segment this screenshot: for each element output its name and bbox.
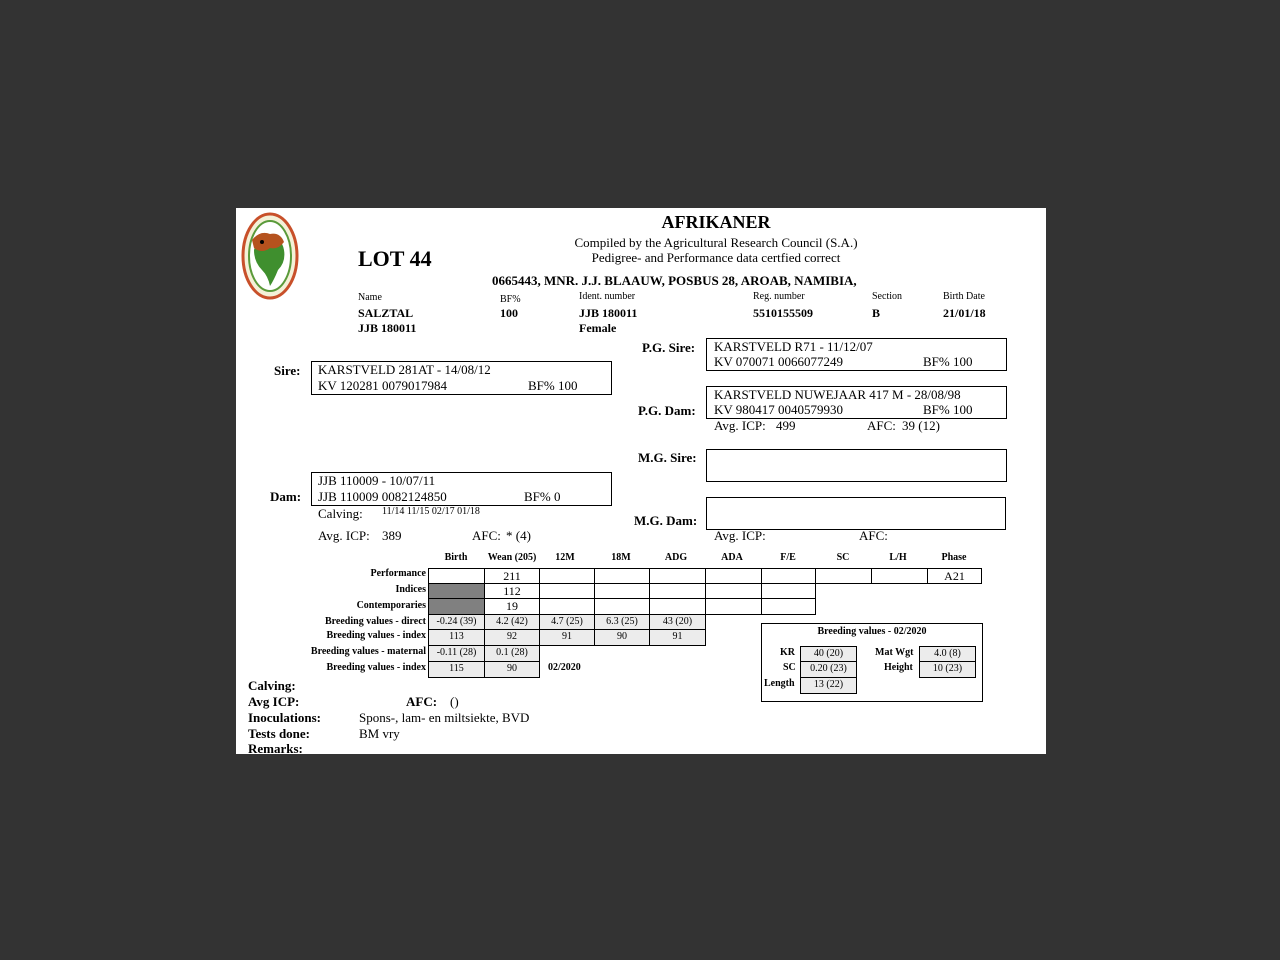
sire-bf: BF% 100	[528, 378, 578, 393]
sire-line2: KV 120281 0079017984	[318, 378, 448, 393]
contemporaries-cell	[761, 598, 816, 615]
dam-icp-label: Avg. ICP:	[318, 528, 370, 543]
animal-name: SALZTAL	[358, 306, 414, 320]
kr-value: 40 (20)	[800, 646, 857, 662]
col-header: 12M	[555, 552, 575, 563]
mg-sire-box	[706, 449, 1007, 482]
perf-cell	[815, 568, 872, 584]
reg-label: Reg. number	[753, 291, 805, 302]
compiled-by: Compiled by the Agricultural Research Council (S.A.)	[574, 235, 858, 250]
pg-dam-icp: 499	[776, 418, 796, 433]
animal-birth: 21/01/18	[943, 306, 986, 320]
remarks-label: Remarks:	[248, 741, 303, 754]
bv-direct-cell: -0.24 (39)	[428, 614, 485, 630]
dam-bf: BF% 0	[524, 489, 561, 504]
name-label: Name	[358, 292, 382, 303]
pg-dam-line1: KARSTVELD NUWEJAAR 417 M - 28/08/98	[714, 387, 961, 402]
perf-cell	[705, 568, 762, 584]
inoculations: Spons-, lam- en miltsiekte, BVD	[359, 710, 530, 725]
animal-ident: JJB 180011	[579, 306, 638, 320]
indices-cell: 112	[484, 583, 540, 599]
lot-number: LOT 44	[358, 246, 432, 271]
pg-sire-box	[706, 338, 1007, 371]
contemporaries-cell	[539, 598, 595, 615]
row-label: Breeding values - direct	[324, 616, 426, 627]
bv-mat-index-cell: 90	[484, 661, 540, 678]
dam-line2: JJB 110009 0082124850	[318, 489, 447, 504]
col-header: Wean (205)	[487, 552, 537, 563]
indices-cell	[539, 583, 595, 599]
col-header: Phase	[941, 552, 967, 563]
bv-direct-cell: 4.7 (25)	[539, 614, 595, 630]
birth-label: Birth Date	[943, 291, 985, 302]
sire-box	[311, 361, 612, 395]
indices-cell	[649, 583, 706, 599]
sc-label: SC	[783, 662, 796, 673]
bv-maternal-cell: 0.1 (28)	[484, 645, 540, 662]
animal-sex: Female	[579, 321, 617, 335]
bv-date: 02/2020	[548, 662, 581, 673]
dam-icp: 389	[382, 528, 402, 543]
animal-name2: JJB 180011	[358, 321, 417, 335]
matwgt-label: Mat Wgt	[875, 647, 914, 658]
dam-afc: * (4)	[506, 528, 531, 543]
indices-cell	[594, 583, 650, 599]
dam-afc-label: AFC:	[472, 528, 501, 543]
height-value: 10 (23)	[919, 661, 976, 678]
indices-cell	[705, 583, 762, 599]
pg-dam-label: P.G. Dam:	[638, 403, 696, 418]
animal-section: B	[872, 306, 881, 320]
perf-cell	[594, 568, 650, 584]
length-label: Length	[764, 678, 795, 689]
inoculations-label: Inoculations:	[248, 710, 321, 725]
sire-label: Sire:	[274, 363, 301, 378]
mg-dam-icp-label: Avg. ICP:	[714, 528, 766, 543]
animal-bf: 100	[500, 306, 518, 320]
bv-index-cell: 91	[649, 629, 706, 646]
sc-value: 0.20 (23)	[800, 661, 857, 678]
length-value: 13 (22)	[800, 677, 857, 694]
col-header: Birth	[444, 552, 468, 563]
footer-calving-label: Calving:	[248, 678, 296, 693]
pg-dam-icp-label: Avg. ICP:	[714, 418, 766, 433]
dam-label: Dam:	[270, 489, 302, 504]
kr-label: KR	[780, 647, 795, 658]
col-header: L/H	[889, 552, 907, 563]
dam-calving-label: Calving:	[318, 506, 363, 521]
perf-cell	[871, 568, 928, 584]
bv-box-title: Breeding values - 02/2020	[817, 626, 927, 637]
bv-index-cell: 92	[484, 629, 540, 646]
perf-cell: 211	[484, 568, 540, 584]
row-label: Contemporaries	[356, 600, 426, 611]
pg-sire-line1: KARSTVELD R71 - 11/12/07	[714, 339, 873, 354]
bv-index-cell: 91	[539, 629, 595, 646]
animal-reg: 5510155509	[753, 306, 813, 320]
row-label: Indices	[395, 584, 426, 595]
height-label: Height	[884, 662, 913, 673]
footer-icp-label: Avg ICP:	[248, 694, 300, 709]
row-label: Breeding values - maternal	[310, 646, 426, 657]
contemporaries-cell	[649, 598, 706, 615]
tests-done: BM vry	[359, 726, 400, 741]
certified-note: Pedigree- and Performance data certfied correct	[591, 250, 841, 265]
matwgt-value: 4.0 (8)	[919, 646, 976, 662]
indices-cell	[761, 583, 816, 599]
mg-sire-label: M.G. Sire:	[638, 450, 697, 465]
bv-mat-index-cell: 115	[428, 661, 485, 678]
pg-dam-afc-label: AFC:	[867, 418, 896, 433]
indices-cell	[428, 583, 485, 599]
bv-index-cell: 90	[594, 629, 650, 646]
row-label: Breeding values - index	[326, 662, 426, 673]
col-header: SC	[836, 552, 850, 563]
col-header: 18M	[611, 552, 631, 563]
mg-dam-afc-label: AFC:	[859, 528, 888, 543]
bv-maternal-cell: -0.11 (28)	[428, 645, 485, 662]
ident-label: Ident. number	[579, 291, 636, 302]
bv-summary-box	[761, 623, 983, 702]
pg-dam-box	[706, 386, 1007, 419]
breed-title: AFRIKANER	[661, 212, 771, 232]
pg-dam-bf: BF% 100	[923, 402, 973, 417]
contemporaries-cell	[428, 598, 485, 615]
tests-label: Tests done:	[248, 726, 311, 741]
pg-dam-afc: 39 (12)	[902, 418, 940, 433]
dam-box	[311, 472, 612, 506]
footer-afc: ()	[450, 694, 459, 709]
pg-sire-bf: BF% 100	[923, 354, 973, 369]
catalogue-sheet	[236, 208, 1046, 754]
perf-cell	[649, 568, 706, 584]
col-header: ADA	[721, 552, 743, 563]
sire-line1: KARSTVELD 281AT - 14/08/12	[318, 362, 491, 377]
pg-dam-line2: KV 980417 0040579930	[714, 402, 844, 417]
bv-index-cell: 113	[428, 629, 485, 646]
bv-direct-cell: 6.3 (25)	[594, 614, 650, 630]
bv-direct-cell: 43 (20)	[649, 614, 706, 630]
dam-line1: JJB 110009 - 10/07/11	[318, 473, 436, 488]
pg-sire-line2: KV 070071 0066077249	[714, 354, 844, 369]
contemporaries-cell: 19	[484, 598, 540, 615]
col-header: F/E	[780, 552, 796, 563]
pg-sire-label: P.G. Sire:	[642, 340, 696, 355]
breeder-line: 0665443, MNR. J.J. BLAAUW, POSBUS 28, AROAB, NAMIBIA,	[492, 273, 857, 288]
section-label: Section	[872, 291, 902, 302]
perf-cell	[761, 568, 816, 584]
col-header: ADG	[664, 552, 688, 563]
society-logo	[240, 210, 300, 300]
bf-label: BF%	[500, 294, 521, 305]
perf-cell	[539, 568, 595, 584]
row-label: Performance	[370, 568, 426, 579]
bv-direct-cell: 4.2 (42)	[484, 614, 540, 630]
footer-afc-label: AFC:	[406, 694, 438, 709]
perf-cell	[428, 568, 485, 584]
mg-dam-label: M.G. Dam:	[634, 513, 698, 528]
perf-cell: A21	[927, 568, 982, 584]
contemporaries-cell	[705, 598, 762, 615]
dam-calving: 11/14 11/15 02/17 01/18	[382, 506, 480, 517]
contemporaries-cell	[594, 598, 650, 615]
mg-dam-box	[706, 497, 1006, 530]
row-label: Breeding values - index	[326, 630, 426, 641]
